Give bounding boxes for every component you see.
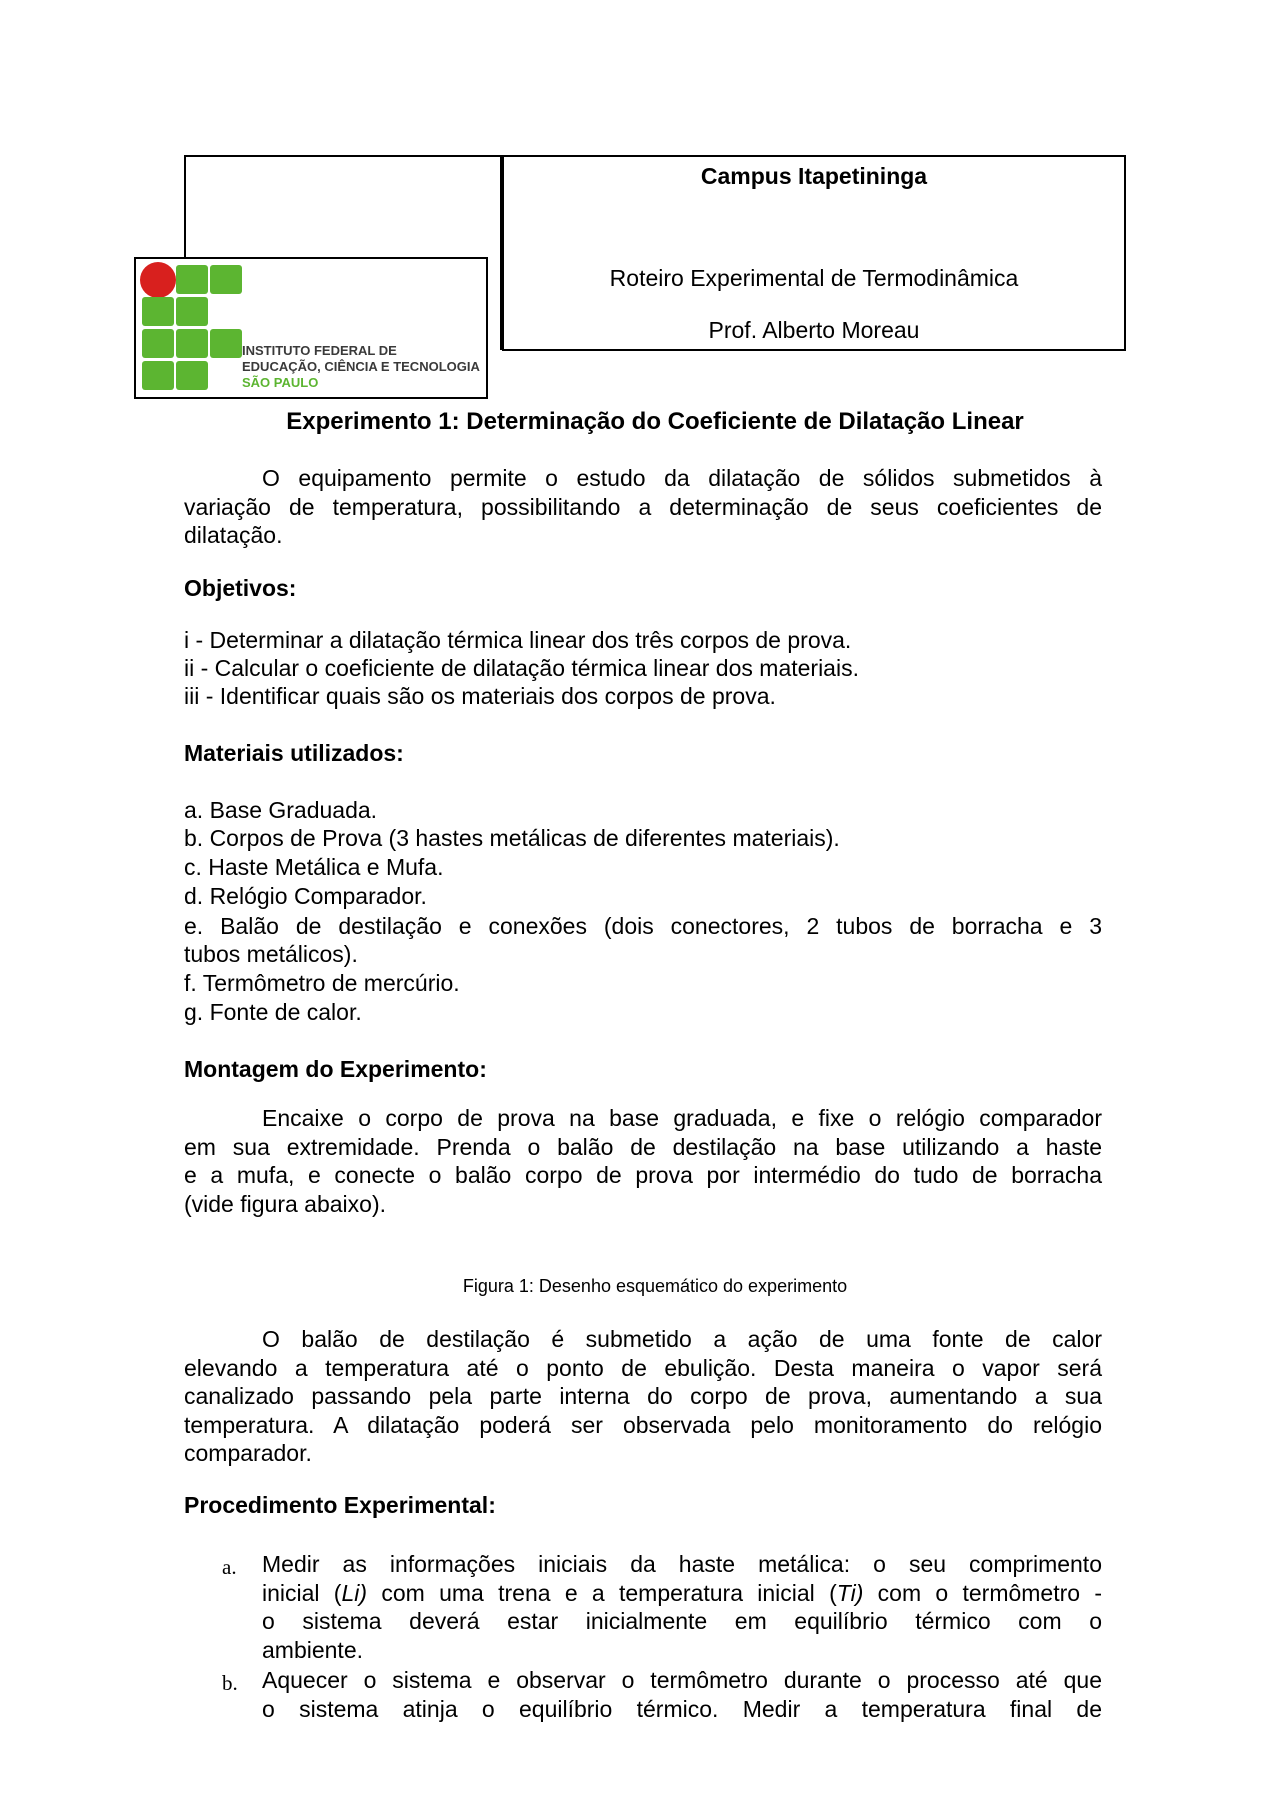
list-item: iii - Identificar quais são os materiais dos corpos de prova. [184,683,776,709]
course-name: Roteiro Experimental de Termodinâmica [609,265,1019,291]
list-item: a. Base Graduada. [184,797,378,823]
logo-red-circle-icon [140,262,176,298]
procedure-step-a: Medir as informações iniciais da haste metálica: o seu comprimento inicial (Li) com uma trena e a temperatura inicial (Ti) com o termômetro - o sistema deverá estar inicialmente em equilíbrio térmico com o ambiente. [262,1551,1103,1663]
heating-paragraph: O balão de destilação é submetido a ação de uma fonte de calor elevando a temperatura até o ponto de ebulição. Desta maneira o vapor será canalizado passando pela parte interna do corpo de prova, aumentando a sua temperatura. A dilatação poderá ser observada pelo monitoramento do relógio comparador. [184,1326,1102,1466]
assembly-heading: Montagem do Experimento: [184,1056,487,1082]
procedure-step-b: Aquecer o sistema e observar o termômetro durante o processo até que o sistema atinja o equilíbrio térmico. Medir a temperatura final de [262,1667,1102,1722]
logo-green-square-icon [142,297,174,326]
assembly-paragraph: Encaixe o corpo de prova na base graduada, e fixe o relógio comparador em sua extremidade. Prenda o balão de destilação na base utilizando a haste e a mufa, e conecte o balão corpo de prova por intermédio do tudo de borracha (vide figura abaixo). [184,1105,1102,1217]
intro-paragraph: O equipamento permite o estudo da dilatação de sólidos submetidos à variação de temperatura, possibilitando a determinação de seus coeficientes de dilatação. [184,465,1102,548]
list-item: f. Termômetro de mercúrio. [184,970,460,996]
institution-logo [134,257,488,399]
list-item: i - Determinar a dilatação térmica linear dos três corpos de prova. [184,627,852,653]
list-marker: a. [222,1555,237,1579]
logo-green-square-icon [142,329,174,358]
logo-green-square-icon [142,361,174,390]
figure-caption: Figura 1: Desenho esquemático do experimento [462,1276,848,1296]
header-right-cell [502,155,1126,351]
professor-name: Prof. Alberto Moreau [708,317,920,343]
logo-green-square-icon [210,265,242,294]
list-item: c. Haste Metálica e Mufa. [184,854,444,880]
list-item: g. Fonte de calor. [184,999,362,1025]
logo-green-square-icon [176,361,208,390]
list-item: tubos metálicos). [184,941,358,967]
logo-green-square-icon [176,297,208,326]
objectives-heading: Objetivos: [184,575,297,601]
procedure-heading: Procedimento Experimental: [184,1492,496,1518]
list-item: b. Corpos de Prova (3 hastes metálicas de diferentes materiais). [184,825,840,851]
list-item: e. Balão de destilação e conexões (dois conectores, 2 tubos de borracha e 3 [184,913,1102,939]
logo-green-square-icon [176,329,208,358]
campus-name: Campus Itapetininga [700,163,928,189]
logo-green-square-icon [210,329,242,358]
list-item: d. Relógio Comparador. [184,883,427,909]
materials-heading: Materiais utilizados: [184,740,404,766]
logo-green-square-icon [176,265,208,294]
logo-text: INSTITUTO FEDERAL DE EDUCAÇÃO, CIÊNCIA E TECNOLOGIA SÃO PAULO [242,343,480,390]
list-item: ii - Calcular o coeficiente de dilatação térmica linear dos materiais. [184,655,859,681]
page-title: Experimento 1: Determinação do Coeficiente de Dilatação Linear [286,408,1024,435]
list-marker: b. [222,1671,238,1695]
